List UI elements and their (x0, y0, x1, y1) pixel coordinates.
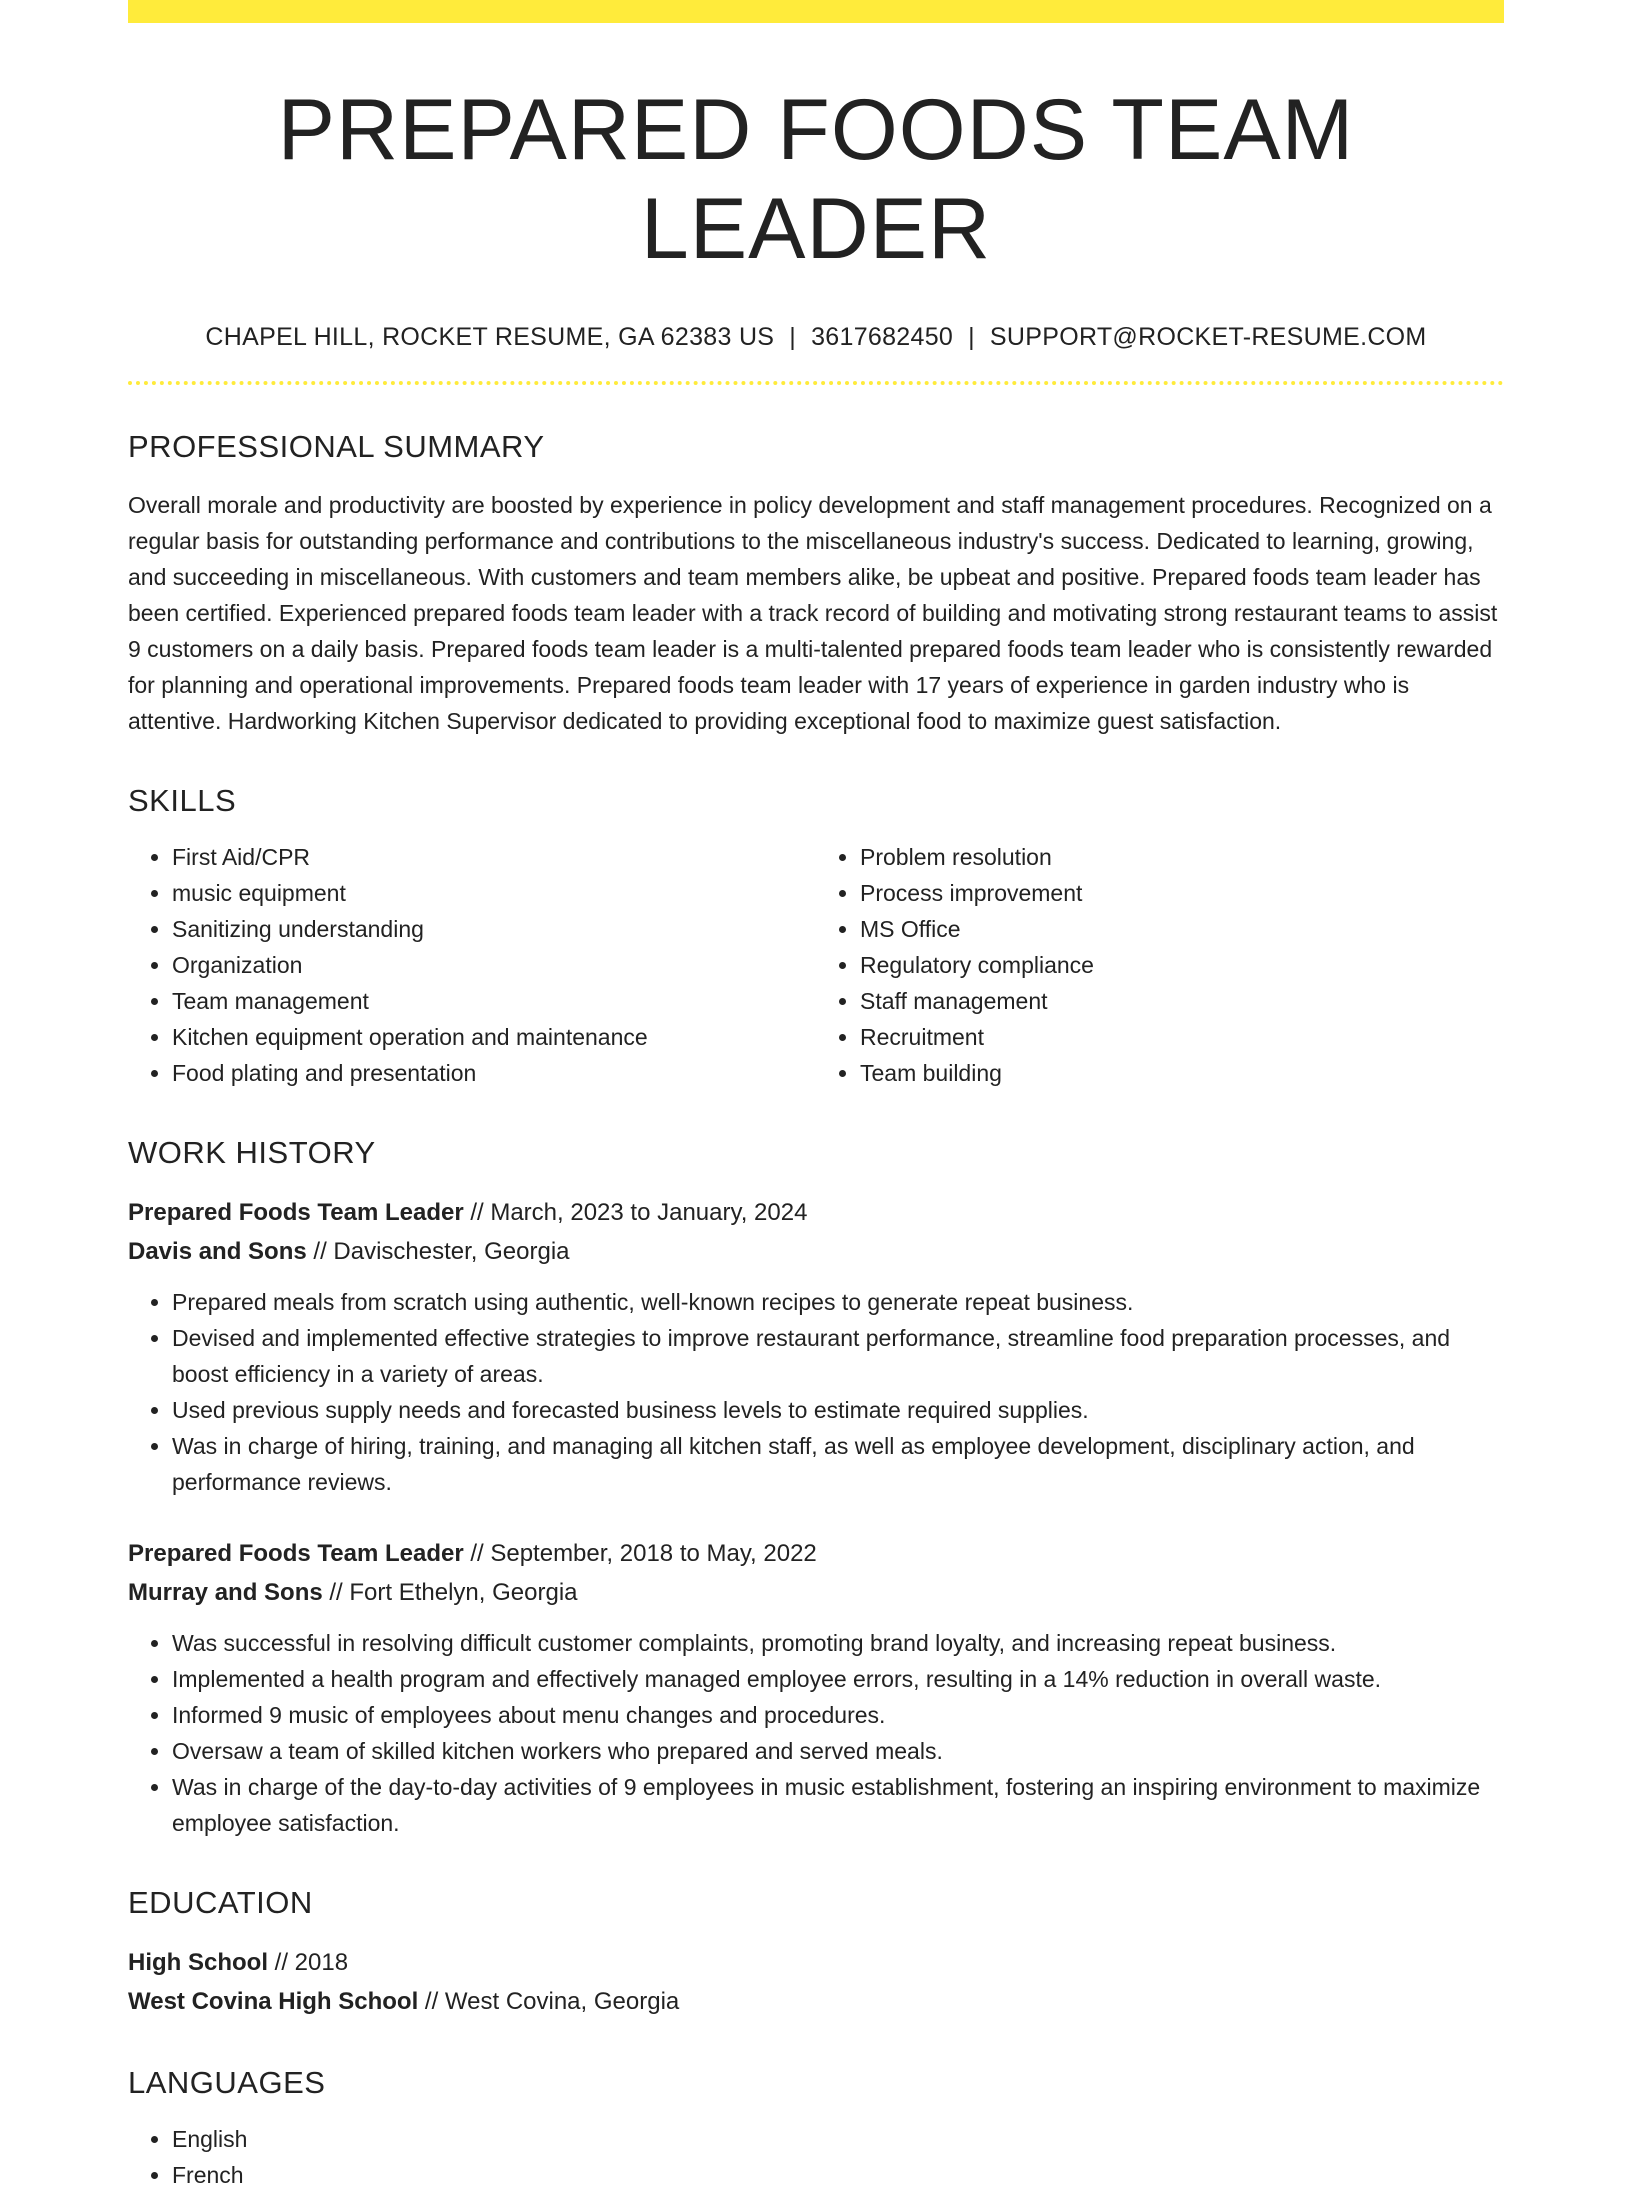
skills-list (128, 839, 1504, 1091)
job-bullet: • Devised and implemented effective strategies to improve restaurant performance, streamline food preparation processes, and boost efficiency in a variety of areas. (172, 1320, 1504, 1392)
skill-item: • First Aid/CPR (172, 839, 816, 875)
skill-item: • Staff management (860, 983, 1504, 1019)
resume-page (128, 0, 1504, 2193)
skill-item: • Recruitment (860, 1019, 1504, 1055)
education-year: // 2018 (268, 1948, 349, 1976)
top-accent-bar (128, 0, 1504, 23)
job-bullet: • Was in charge of hiring, training, and managing all kitchen staff, as well as employee development, disciplinary action, and performance reviews. (172, 1428, 1504, 1500)
skill-item: • Organization (172, 947, 816, 983)
education-entry (128, 1943, 1504, 2021)
skill-item: • Team building (860, 1055, 1504, 1091)
skill-item: • music equipment (172, 875, 816, 911)
contact-phone: 3617682450 (811, 322, 954, 351)
skills-column-right (816, 839, 1504, 1091)
job-title: Prepared Foods Team Leader (128, 1539, 464, 1567)
education-location: // West Covina, Georgia (418, 1987, 680, 2015)
languages-list (128, 2121, 1504, 2193)
skill-item: • Regulatory compliance (860, 947, 1504, 983)
skill-item: • Kitchen equipment operation and maintenance (172, 1019, 816, 1055)
job-bullets (128, 1625, 1504, 1841)
job-location: // Davischester, Georgia (306, 1237, 570, 1265)
education-heading: EDUCATION (128, 1884, 313, 1920)
job-bullets (128, 1284, 1504, 1500)
job-company-line (128, 1573, 1504, 1612)
job-title: Prepared Foods Team Leader (128, 1198, 464, 1226)
skill-item: • Problem resolution (860, 839, 1504, 875)
job-entry (128, 1193, 1504, 1500)
skill-item: • MS Office (860, 911, 1504, 947)
skill-item: • Sanitizing understanding (172, 911, 816, 947)
skills-heading: SKILLS (128, 782, 237, 818)
skill-item: • Food plating and presentation (172, 1055, 816, 1091)
language-item: • French (172, 2157, 1504, 2193)
job-dates: // September, 2018 to May, 2022 (463, 1539, 817, 1567)
contact-address: CHAPEL HILL, ROCKET RESUME, GA 62383 US (205, 322, 775, 351)
job-location: // Fort Ethelyn, Georgia (322, 1578, 578, 1606)
job-bullet: • Was successful in resolving difficult customer complaints, promoting brand loyalty, and increasing repeat business. (172, 1625, 1504, 1661)
job-dates: // March, 2023 to January, 2024 (463, 1198, 808, 1226)
job-bullet: • Used previous supply needs and forecasted business levels to estimate required supplies. (172, 1392, 1504, 1428)
job-company-line (128, 1232, 1504, 1271)
job-bullet: • Informed 9 music of employees about menu changes and procedures. (172, 1697, 1504, 1733)
summary-heading: PROFESSIONAL SUMMARY (128, 428, 545, 464)
job-company: Murray and Sons (128, 1578, 323, 1606)
page-title: PREPARED FOODS TEAM LEADER (277, 82, 1355, 277)
job-title-line (128, 1193, 1504, 1232)
contact-separator: | (789, 322, 797, 351)
education-school-line (128, 1982, 1504, 2021)
contact-separator: | (968, 322, 975, 351)
languages-heading: LANGUAGES (128, 2064, 326, 2100)
education-school: West Covina High School (128, 1987, 419, 2015)
work-history-heading: WORK HISTORY (128, 1134, 376, 1170)
job-bullet: • Was in charge of the day-to-day activities of 9 employees in music establishment, fostering an inspiring environment to maximize employee satisfaction. (172, 1769, 1504, 1841)
skill-item: • Process improvement (860, 875, 1504, 911)
education-degree: High School (128, 1948, 268, 1976)
job-company: Davis and Sons (128, 1237, 307, 1265)
job-bullet: • Oversaw a team of skilled kitchen workers who prepared and served meals. (172, 1733, 1504, 1769)
language-item: • English (172, 2121, 1504, 2157)
skills-column-left (128, 839, 816, 1091)
contact-line (128, 323, 1504, 352)
dotted-divider (128, 381, 1504, 385)
summary-text: Overall morale and productivity are boosted by experience in policy development and staff management procedures. Recognized on a regular basis for outstanding performance and contributions to the miscellaneous industry's success. Dedicated to learning, growing, and succeeding in miscellaneous. With customers and team members alike, be upbeat and positive. Prepared foods team leader has been certified. Experienced prepared foods team leader with a track record of building and motivating strong restaurant teams to assist 9 customers on a daily basis. Prepared foods team leader is a multi-talented prepared foods team leader who is consistently rewarded for planning and operational improvements. Prepared foods team leader with 17 years of experience in garden industry who is attentive. Hardworking Kitchen Supervisor dedicated to providing exceptional food to maximize guest satisfaction. (128, 491, 1498, 734)
skill-item: • Team management (172, 983, 816, 1019)
contact-email: SUPPORT@ROCKET-RESUME.COM (989, 322, 1427, 351)
job-entry (128, 1534, 1504, 1841)
job-bullet: • Implemented a health program and effectively managed employee errors, resulting in a 14% reduction in overall waste. (172, 1661, 1504, 1697)
education-degree-line (128, 1943, 1504, 1982)
job-title-line (128, 1534, 1504, 1573)
languages-items (128, 2121, 1504, 2193)
job-bullet: • Prepared meals from scratch using authentic, well-known recipes to generate repeat business. (172, 1284, 1504, 1320)
